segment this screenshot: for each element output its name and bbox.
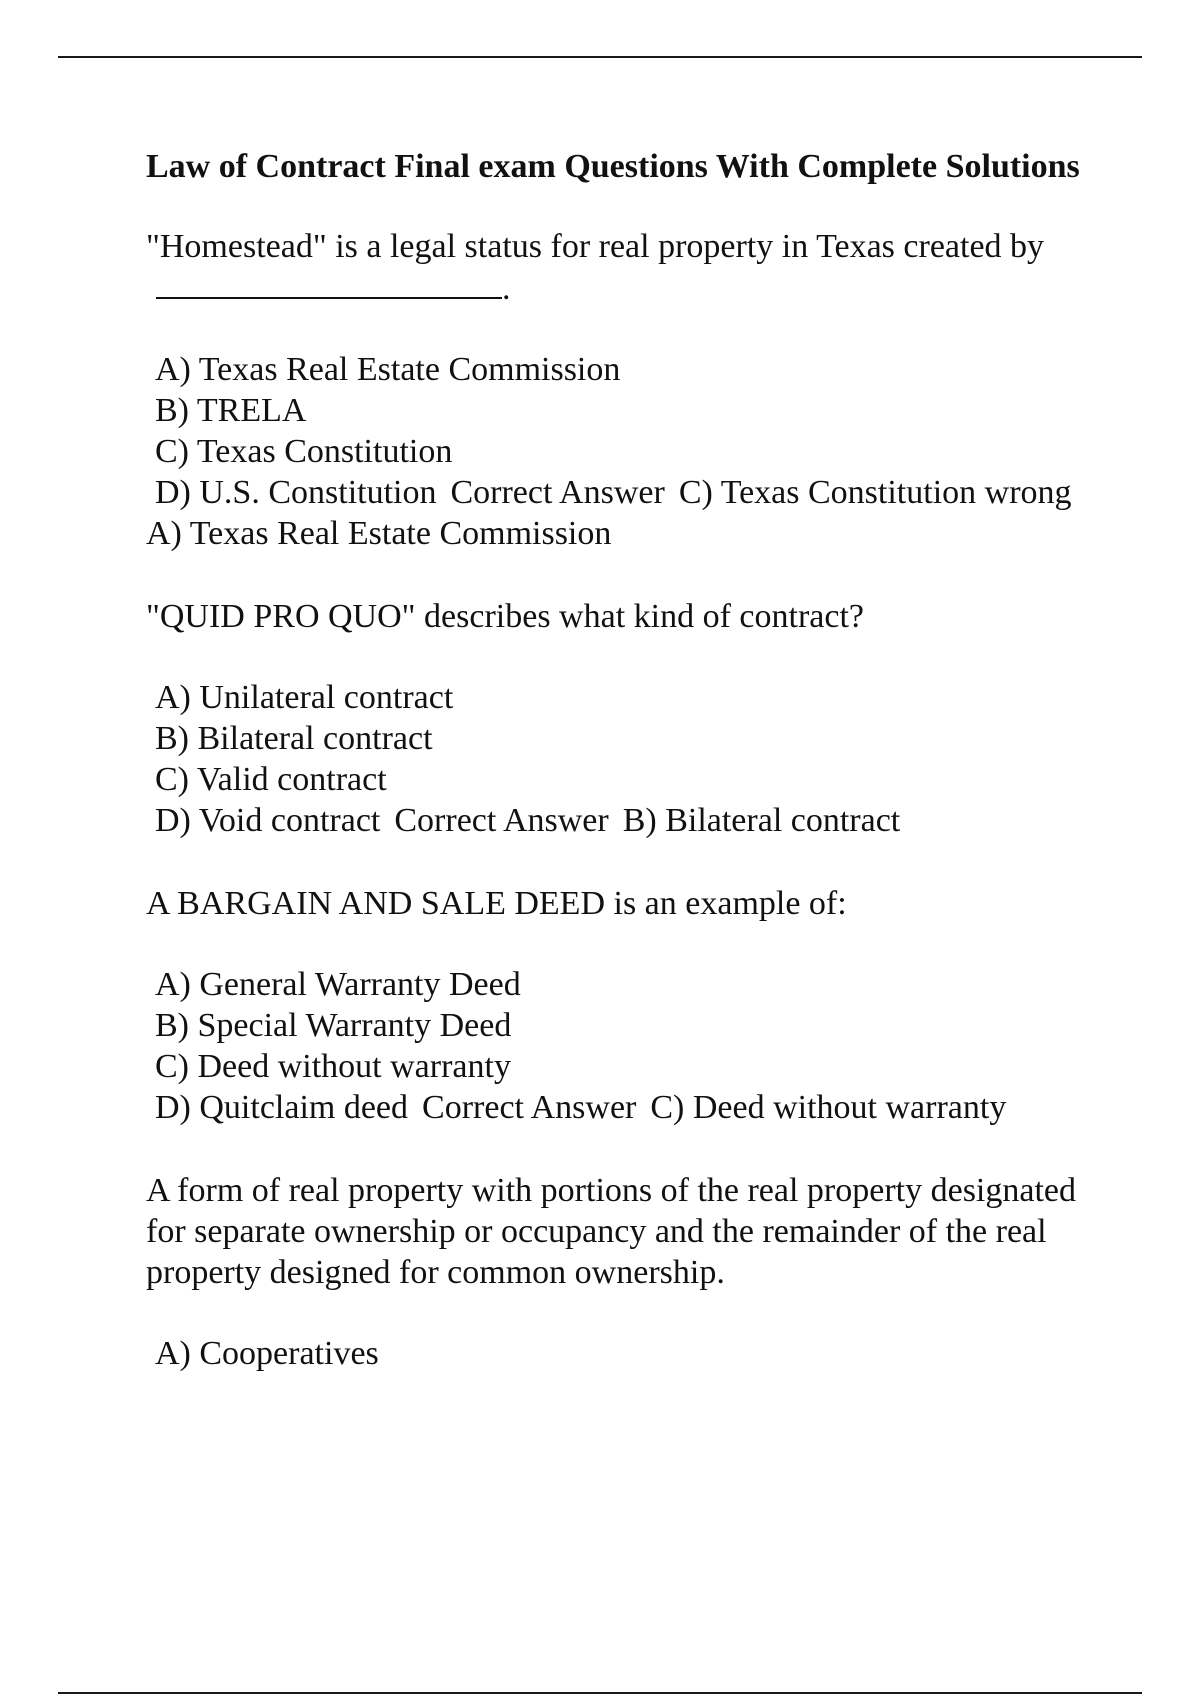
bottom-rule — [58, 1692, 1142, 1694]
question-2-options — [146, 677, 1096, 841]
question-1-suffix: . — [502, 270, 511, 307]
option-with-answer — [146, 1087, 1096, 1128]
option: C) Deed without warranty — [155, 1048, 511, 1085]
question-1-options — [146, 349, 1096, 554]
option: D) Quitclaim deed — [155, 1089, 409, 1126]
correct-answer-label: Correct Answer — [450, 474, 665, 511]
answer-blank — [156, 267, 502, 299]
question-3-options — [146, 964, 1096, 1128]
question-4: A form of real property with portions of the real property designated for separate ownership or occupancy and the remainder of the real property designed for common ownership. — [146, 1172, 1077, 1291]
document-body — [146, 146, 1096, 1416]
top-rule — [58, 56, 1142, 58]
option: C) Valid contract — [155, 761, 387, 798]
correct-answer-value: B) Bilateral contract — [622, 802, 901, 839]
option: B) Bilateral contract — [155, 720, 433, 757]
option: D) U.S. Constitution — [155, 474, 437, 511]
option: A) Unilateral contract — [155, 679, 454, 716]
option: A) General Warranty Deed — [155, 966, 521, 1003]
question-3: A BARGAIN AND SALE DEED is an example of: — [146, 885, 847, 922]
option: A) Cooperatives — [155, 1335, 379, 1372]
option-with-answer — [146, 800, 1096, 841]
correct-answer-label: Correct Answer — [394, 802, 609, 839]
option: D) Void contract — [155, 802, 381, 839]
option: B) Special Warranty Deed — [155, 1007, 512, 1044]
correct-answer-value: C) Deed without warranty — [650, 1089, 1007, 1126]
option: B) TRELA — [155, 392, 307, 429]
option: A) Texas Real Estate Commission — [155, 351, 621, 388]
question-1 — [146, 226, 1096, 309]
question-4-options — [146, 1333, 1096, 1374]
question-1-text: "Homestead" is a legal status for real property in Texas created by — [146, 228, 1045, 265]
question-2: "QUID PRO QUO" describes what kind of contract? — [146, 598, 864, 635]
correct-answer-value: C) Texas Constitution wrong A) Texas Real Estate Commission — [146, 474, 1072, 552]
correct-answer-label: Correct Answer — [422, 1089, 637, 1126]
option: C) Texas Constitution — [155, 433, 453, 470]
document-title: Law of Contract Final exam Questions With Complete Solutions — [146, 148, 1080, 185]
option-with-answer — [146, 472, 1096, 554]
